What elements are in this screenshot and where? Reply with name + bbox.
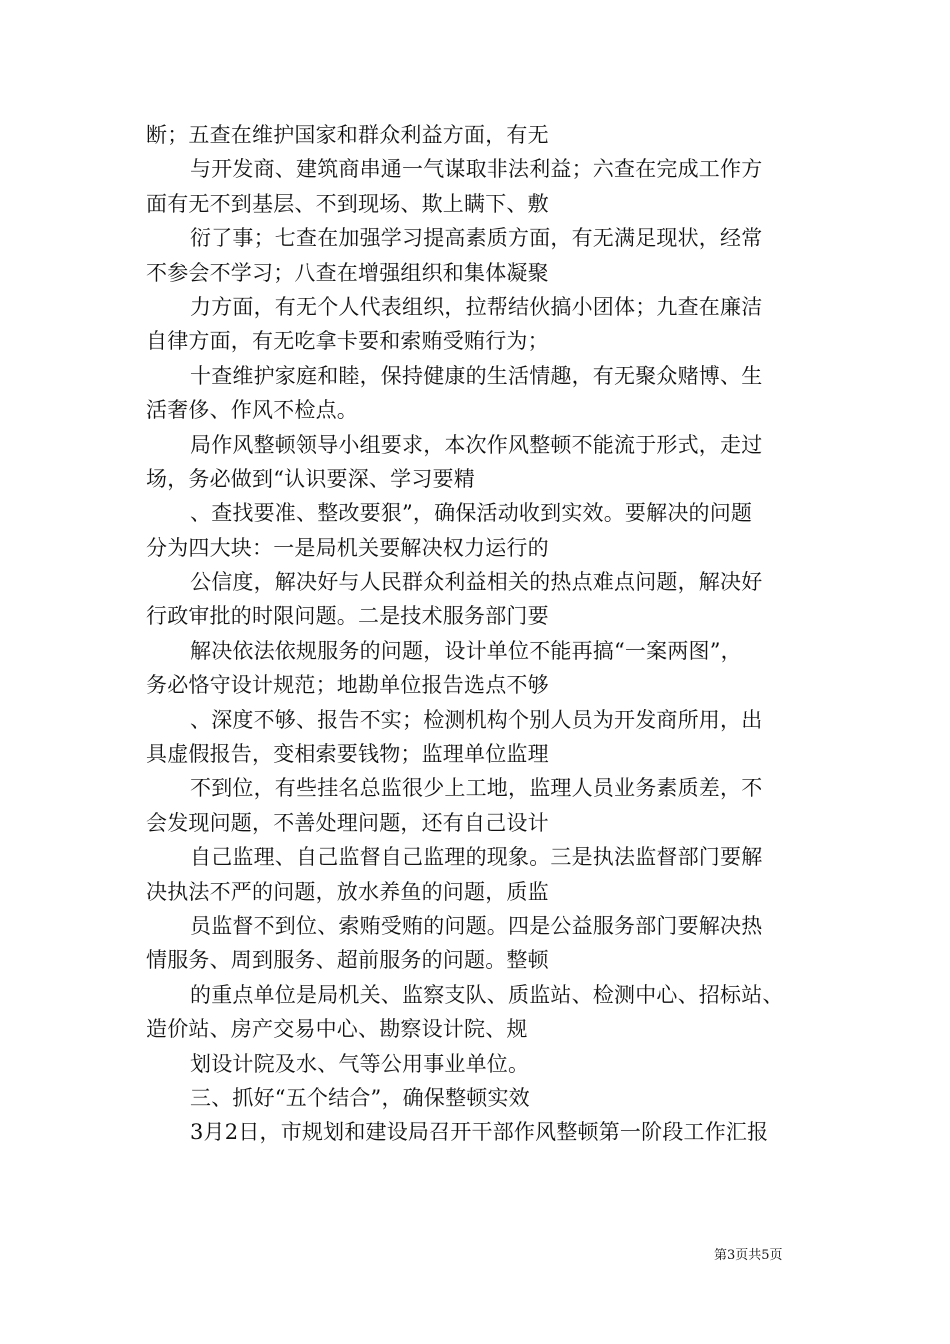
text-line: 员监督不到位、索贿受贿的问题。四是公益服务部门要解决热 bbox=[190, 913, 763, 938]
page-indicator: 第3页共5页 bbox=[714, 1248, 783, 1263]
text-line: 分为四大块：一是局机关要解决权力运行的 bbox=[146, 535, 549, 560]
text-line: 衍了事；七查在加强学习提高素质方面，有无满足现状，经常 bbox=[190, 226, 763, 251]
text-line: 务必恪守设计规范；地勘单位报告选点不够 bbox=[146, 673, 549, 698]
text-line: 自己监理、自己监督自己监理的现象。三是执法监督部门要解 bbox=[190, 845, 763, 870]
section-heading: 三、抓好“五个结合”，确保整顿实效 bbox=[190, 1085, 530, 1110]
text-line: 活奢侈、作风不检点。 bbox=[146, 398, 358, 423]
text-line: 自律方面，有无吃拿卡要和索贿受贿行为； bbox=[146, 329, 549, 354]
text-line: 具虚假报告，变相索要钱物；监理单位监理 bbox=[146, 742, 549, 767]
text-line: 3月2日，市规划和建设局召开干部作风整顿第一阶段工作汇报 bbox=[190, 1120, 769, 1145]
text-line: 断；五查在维护国家和群众利益方面，有无 bbox=[146, 123, 549, 147]
text-line: 会发现问题，不善处理问题，还有自己设计 bbox=[146, 810, 549, 835]
text-line: 十查维护家庭和睦，保持健康的生活情趣，有无聚众赌博、生 bbox=[190, 363, 763, 388]
text-line: 划设计院及水、气等公用事业单位。 bbox=[190, 1051, 530, 1076]
text-line: 与开发商、建筑商串通一气谋取非法利益；六查在完成工作方 bbox=[190, 157, 763, 182]
body-text bbox=[146, 118, 816, 1150]
text-line: 局作风整顿领导小组要求，本次作风整顿不能流于形式，走过 bbox=[190, 432, 763, 457]
text-line: 、查找要准、整改要狠”，确保活动收到实效。要解决的问题 bbox=[190, 501, 753, 526]
text-line: 决执法不严的问题，放水养鱼的问题，质监 bbox=[146, 879, 549, 904]
text-line: 不到位，有些挂名总监很少上工地，监理人员业务素质差，不 bbox=[190, 776, 763, 801]
text-line: 解决依法依规服务的问题，设计单位不能再搞“一案两图”， bbox=[190, 638, 742, 663]
text-line: 情服务、周到服务、超前服务的问题。整顿 bbox=[146, 948, 549, 973]
text-line: 、深度不够、报告不实；检测机构个别人员为开发商所用，出 bbox=[190, 707, 763, 732]
text-line: 场，务必做到“认识要深、学习要精 bbox=[146, 466, 475, 491]
text-line: 造价站、房产交易中心、勘察设计院、规 bbox=[146, 1017, 528, 1042]
text-line: 行政审批的时限问题。二是技术服务部门要 bbox=[146, 604, 549, 629]
text-line: 的重点单位是局机关、监察支队、质监站、检测中心、招标站、 bbox=[190, 982, 784, 1007]
text-line: 面有无不到基层、不到现场、欺上瞒下、敷 bbox=[146, 191, 549, 216]
text-line: 不参会不学习；八查在增强组织和集体凝聚 bbox=[146, 260, 549, 285]
text-line: 公信度，解决好与人民群众利益相关的热点难点问题，解决好 bbox=[190, 570, 763, 595]
text-line: 力方面，有无个人代表组织，拉帮结伙搞小团体；九查在廉洁 bbox=[190, 294, 763, 319]
